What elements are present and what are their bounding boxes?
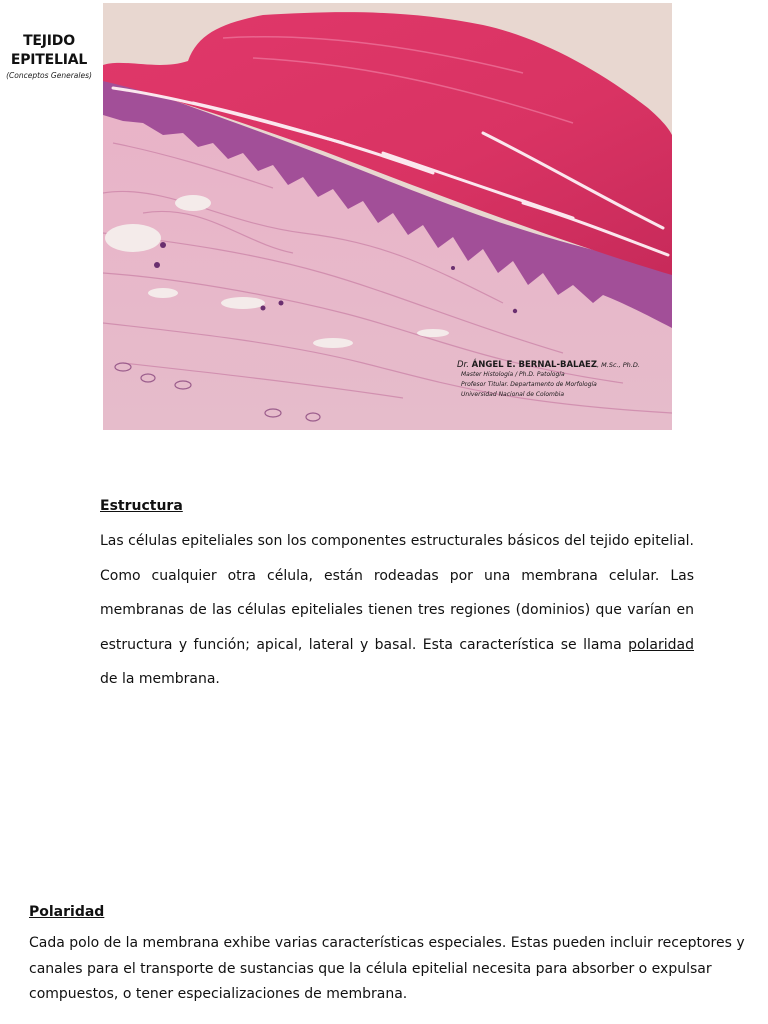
credit-line1: Master Histología / Ph.D. Patología	[461, 371, 565, 378]
side-title	[6, 32, 92, 80]
credit-name-line	[457, 360, 672, 370]
credit-name: ÁNGEL E. BERNAL-BALAEZ	[471, 360, 598, 370]
credit-line2: Profesor Titular. Departamento de Morfología	[461, 381, 597, 388]
side-title-line1: TEJIDO	[23, 33, 75, 49]
section-heading: Estructura	[100, 498, 183, 514]
section-heading: Polaridad	[29, 904, 105, 920]
paragraph-end: de la membrana.	[100, 671, 220, 687]
side-title-line2: EPITELIAL	[10, 52, 88, 68]
polaridad-term: polaridad	[628, 636, 694, 653]
micrograph-image	[103, 3, 672, 430]
section-polaridad	[29, 904, 755, 1008]
section-paragraph	[100, 524, 694, 697]
credit-prefix: Dr.	[457, 360, 469, 370]
credit-line3: Universidad Nacional de Colombia	[461, 391, 565, 398]
image-credit	[457, 360, 672, 400]
side-title-subtitle: (Conceptos Generales)	[6, 71, 92, 80]
section-estructura	[100, 498, 694, 697]
paragraph-text: Las células epiteliales son los componentes estructurales básicos del tejido epitelial. Como cualquier otra célula, están rodeadas por una membrana celular. Las membranas de las células epiteliales tienen tres regiones (dominios) que varían en estructura y función; apical, lateral y basal. Esta característica se llama	[100, 533, 694, 653]
credit-degrees: , M.Sc., Ph.D.	[597, 361, 640, 369]
section-paragraph: Cada polo de la membrana exhibe varias características especiales. Estas pueden incluir receptores y canales para el transporte de sustancias que la célula epitelial necesita para absorber o expulsar compuestos, o tener especializaciones de membrana.	[29, 935, 745, 1002]
